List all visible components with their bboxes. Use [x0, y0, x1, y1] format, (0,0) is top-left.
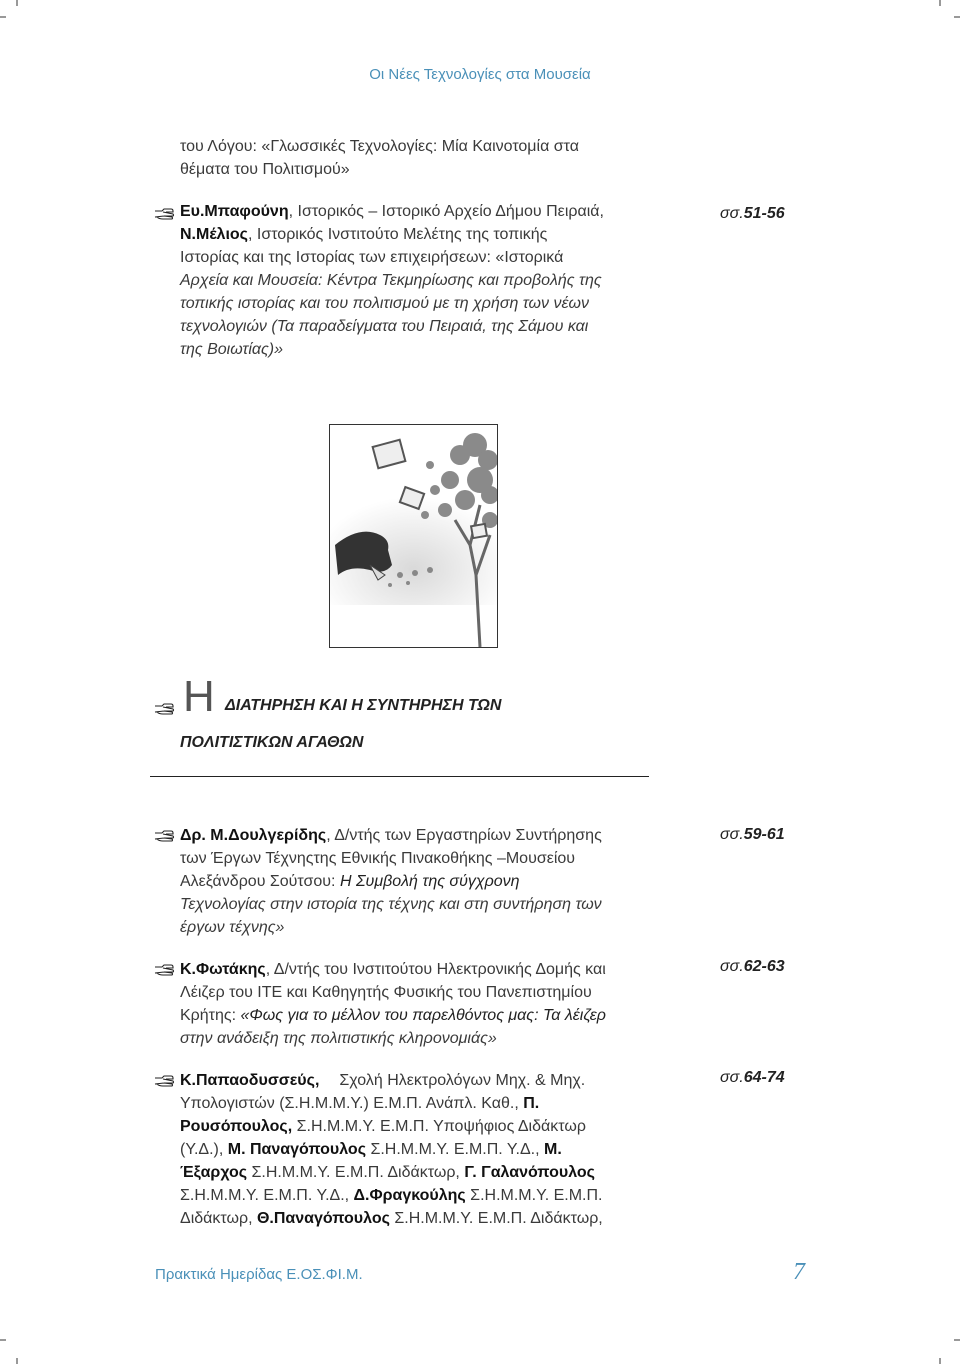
- page-number: 7: [793, 1259, 805, 1285]
- entry-line: [180, 1004, 647, 1027]
- section-rule: [150, 776, 649, 777]
- entry-text: , Ιστορικός – Ιστορικό Αρχείο Δήμου Πειραιά,: [288, 203, 604, 220]
- entry-papaodysseus: [180, 1069, 647, 1230]
- entry-line: θέματα του Πολιτισμού»: [180, 161, 350, 178]
- entry-line: του Λόγου: «Γλωσσικές Τεχνολογίες: Μία Καινοτομία στα: [180, 138, 579, 155]
- hand-pointing-icon: [153, 207, 175, 221]
- entry-text: Σχολή Ηλεκτρολόγων Μηχ. & Μηχ.: [339, 1072, 586, 1089]
- hand-pointing-icon: [153, 963, 175, 977]
- entry-text: Σ.Η.Μ.Μ.Υ. Ε.Μ.Π. Υποψήφιος Διδάκτωρ: [292, 1118, 586, 1135]
- author-name: Κ.Φωτάκης: [180, 961, 266, 978]
- page-range: σσ.51-56: [720, 205, 785, 222]
- entry-text: Αλεξάνδρου Σούτσου:: [180, 873, 340, 890]
- author-name: Μ.: [544, 1141, 562, 1158]
- entry-line: [180, 1069, 647, 1092]
- hand-pointing-icon: [153, 702, 175, 716]
- entry-bafouni-melios: [180, 200, 647, 361]
- running-header: Οι Νέες Τεχνολογίες στα Μουσεία: [369, 66, 591, 83]
- entry-text: Σ.Η.Μ.Μ.Υ. Ε.Μ.Π. Διδάκτωρ,: [247, 1164, 465, 1181]
- entry-line: των Έργων Τέχνηςτης Εθνικής Πινακοθήκης –Μουσείου: [180, 850, 576, 867]
- entry-title: «Φως για το μέλλον του παρελθόντος μας: Τα λέιζερ: [240, 1007, 606, 1024]
- entry-line: Λέιζερ του ΙΤΕ και Καθηγητής Φυσικής του Πανεπιστημίου: [180, 984, 592, 1001]
- entry-doulgeridis: [180, 824, 647, 939]
- author-name: Ρουσόπουλος,: [180, 1118, 293, 1135]
- entry-line: [180, 958, 647, 981]
- entry-text: Σ.Η.Μ.Μ.Υ. Ε.Μ.Π. Υ.Δ.,: [366, 1141, 544, 1158]
- running-footer: Πρακτικά Ημερίδας Ε.ΟΣ.ΦΙ.Μ.: [155, 1266, 363, 1283]
- section-title: ΔΙΑΤΗΡΗΣΗ ΚΑΙ Η ΣΥΝΤΗΡΗΣΗ ΤΩΝ: [225, 697, 502, 714]
- author-name: Γ. Γαλανόπουλος: [464, 1164, 595, 1181]
- entry-title: Η Συμβολή της σύγχρονη: [339, 873, 520, 890]
- entry-line: Ιστορίας και της Ιστορίας των επιχειρήσεων: «Ιστορικά: [180, 249, 564, 266]
- page-range: σσ.62-63: [720, 958, 785, 975]
- section-initial-letter: Η: [183, 672, 215, 721]
- entry-line: [180, 200, 647, 223]
- entry-text: Σ.Η.Μ.Μ.Υ. Ε.Μ.Π. Υ.Δ.,: [180, 1187, 354, 1204]
- entry-text: , Ιστορικός Ινστιτούτο Μελέτης της τοπικής: [247, 226, 548, 243]
- entry-text: Σ.Η.Μ.Μ.Υ. Ε.Μ.Π. Διδάκτωρ,: [389, 1210, 603, 1227]
- entry-text: Διδάκτωρ,: [180, 1210, 257, 1227]
- entry-line: Τεχνολογίας στην ιστορία της τέχνης και στη συντήρηση των: [180, 896, 602, 913]
- page-range: σσ.59-61: [720, 826, 785, 843]
- entry-intro: [180, 135, 647, 181]
- entry-line: στην ανάδειξη της πολιτιστικής κληρονομιάς»: [180, 1030, 497, 1047]
- author-name: Θ.Παναγόπουλος: [256, 1210, 390, 1227]
- entry-line: τοπικής ιστορίας και του πολιτισμού με τη χρήση των νέων: [180, 295, 589, 312]
- author-name: Κ.Παπαοδυσσεύς,: [180, 1072, 320, 1089]
- entry-line: [180, 824, 647, 847]
- entry-text: Κρήτης:: [180, 1007, 241, 1024]
- author-name: Έξαρχος: [180, 1164, 248, 1181]
- entry-line: [180, 223, 647, 246]
- entry-text: Σ.Η.Μ.Μ.Υ. Ε.Μ.Π.: [465, 1187, 603, 1204]
- entry-line: [180, 1161, 647, 1184]
- author-name: Ευ.Μπαφούνη: [180, 203, 289, 220]
- author-name: Π.: [523, 1095, 540, 1112]
- author-name: Μ. Παναγόπουλος: [227, 1141, 367, 1158]
- entry-text: , Δ/ντής των Εργαστηρίων Συντήρησης: [326, 827, 602, 844]
- entry-text: , Δ/ντής του Ινστιτούτου Ηλεκτρονικής Δομής και: [265, 961, 606, 978]
- entry-text: (Υ.Δ.),: [180, 1141, 228, 1158]
- author-name: Δ.Φραγκούλης: [353, 1187, 466, 1204]
- entry-fotakis: [180, 958, 647, 1050]
- section-title-line2: ΠΟΛΙΤΙΣΤΙΚΩΝ ΑΓΑΘΩΝ: [180, 734, 364, 751]
- entry-line: [180, 1115, 647, 1138]
- entry-line: [180, 1184, 647, 1207]
- entry-line: [180, 870, 647, 893]
- entry-line: έργων τέχνης»: [180, 919, 285, 936]
- entry-line: [180, 1207, 647, 1230]
- entry-text: Υπολογιστών (Σ.Η.Μ.Μ.Υ.) Ε.Μ.Π. Ανάπλ. Καθ.,: [180, 1095, 524, 1112]
- hand-pointing-icon: [153, 829, 175, 843]
- hand-pointing-icon: [153, 1074, 175, 1088]
- page-range: σσ.64-74: [720, 1069, 785, 1086]
- entry-line: [180, 1092, 647, 1115]
- entry-line: τεχνολογιών (Τα παραδείγματα του Πειραιά, της Σάμου και: [180, 318, 589, 335]
- author-name: Δρ. Μ.Δουλγερίδης: [180, 827, 327, 844]
- illustration-image: [329, 424, 498, 648]
- author-name: Ν.Μέλιος: [180, 226, 248, 243]
- entry-line: της Βοιωτίας)»: [180, 341, 283, 358]
- entry-line: Αρχεία και Μουσεία: Κέντρα Τεκμηρίωσης και προβολής της: [180, 272, 602, 289]
- entry-line: [180, 1138, 647, 1161]
